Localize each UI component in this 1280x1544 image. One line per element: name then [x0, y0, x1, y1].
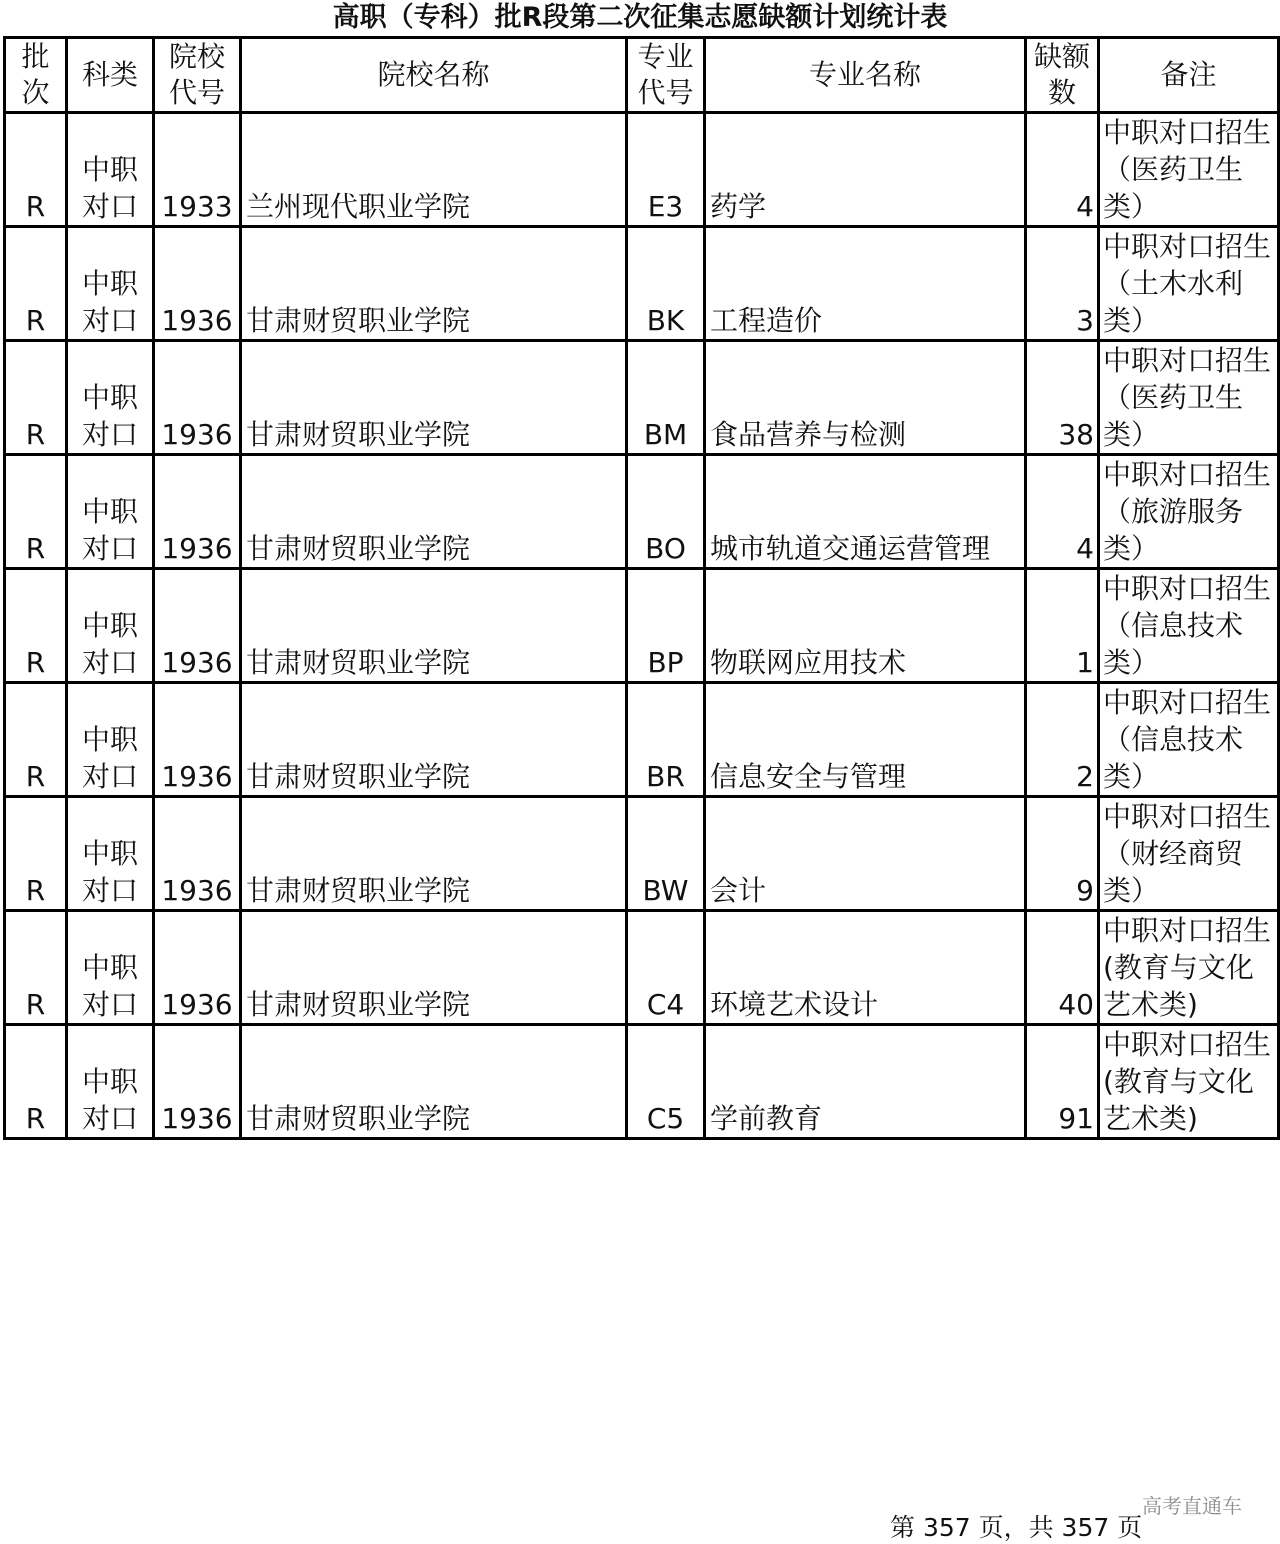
- cell-major-name: 食品营养与检测: [705, 341, 1026, 455]
- cell-batch: R: [5, 227, 67, 341]
- cell-major-code: BP: [627, 569, 705, 683]
- cell-note: 中职对口招生(教育与文化艺术类): [1099, 1025, 1279, 1139]
- header-school-code: 院校代号: [154, 38, 241, 113]
- cell-school-name: 兰州现代职业学院: [241, 113, 627, 227]
- cell-major-code: BM: [627, 341, 705, 455]
- cell-school-code: 1936: [154, 683, 241, 797]
- cell-major-name: 城市轨道交通运营管理: [705, 455, 1026, 569]
- cell-school-code: 1936: [154, 227, 241, 341]
- cell-category: 中职对口: [67, 797, 154, 911]
- header-category: 科类: [67, 38, 154, 113]
- header-school-name: 院校名称: [241, 38, 627, 113]
- cell-school-code: 1936: [154, 911, 241, 1025]
- cell-batch: R: [5, 569, 67, 683]
- cell-vacancy: 4: [1026, 113, 1099, 227]
- cell-major-name: 会计: [705, 797, 1026, 911]
- cell-batch: R: [5, 797, 67, 911]
- table-row: [5, 911, 1279, 1025]
- cell-major-name: 工程造价: [705, 227, 1026, 341]
- table-row: [5, 113, 1279, 227]
- cell-vacancy: 38: [1026, 341, 1099, 455]
- cell-batch: R: [5, 1025, 67, 1139]
- cell-note: 中职对口招生（信息技术类）: [1099, 569, 1279, 683]
- cell-school-code: 1936: [154, 797, 241, 911]
- cell-batch: R: [5, 911, 67, 1025]
- cell-major-name: 药学: [705, 113, 1026, 227]
- cell-school-code: 1936: [154, 569, 241, 683]
- cell-note: 中职对口招生（财经商贸类）: [1099, 797, 1279, 911]
- cell-batch: R: [5, 683, 67, 797]
- table-row: [5, 569, 1279, 683]
- header-major-code: 专业代号: [627, 38, 705, 113]
- cell-vacancy: 4: [1026, 455, 1099, 569]
- cell-school-code: 1936: [154, 1025, 241, 1139]
- header-vacancy: 缺额数: [1026, 38, 1099, 113]
- cell-major-code: E3: [627, 113, 705, 227]
- cell-major-code: BO: [627, 455, 705, 569]
- watermark: 高考直通车: [1142, 1494, 1242, 1518]
- cell-category: 中职对口: [67, 683, 154, 797]
- header-major-name: 专业名称: [705, 38, 1026, 113]
- cell-school-name: 甘肃财贸职业学院: [241, 455, 627, 569]
- cell-category: 中职对口: [67, 911, 154, 1025]
- cell-vacancy: 3: [1026, 227, 1099, 341]
- table-row: [5, 1025, 1279, 1139]
- cell-school-name: 甘肃财贸职业学院: [241, 227, 627, 341]
- header-batch: 批次: [5, 38, 67, 113]
- cell-vacancy: 1: [1026, 569, 1099, 683]
- cell-major-name: 环境艺术设计: [705, 911, 1026, 1025]
- cell-school-name: 甘肃财贸职业学院: [241, 1025, 627, 1139]
- cell-school-name: 甘肃财贸职业学院: [241, 797, 627, 911]
- table-row: [5, 341, 1279, 455]
- page-title: 高职（专科）批R段第二次征集志愿缺额计划统计表: [332, 2, 948, 33]
- cell-major-name: 信息安全与管理: [705, 683, 1026, 797]
- cell-category: 中职对口: [67, 569, 154, 683]
- cell-category: 中职对口: [67, 455, 154, 569]
- cell-category: 中职对口: [67, 113, 154, 227]
- table-row: [5, 797, 1279, 911]
- cell-school-name: 甘肃财贸职业学院: [241, 569, 627, 683]
- cell-category: 中职对口: [67, 1025, 154, 1139]
- header-row: [5, 38, 1279, 113]
- cell-major-code: BR: [627, 683, 705, 797]
- cell-school-name: 甘肃财贸职业学院: [241, 341, 627, 455]
- table-row: [5, 683, 1279, 797]
- cell-school-name: 甘肃财贸职业学院: [241, 911, 627, 1025]
- table-row: [5, 227, 1279, 341]
- cell-major-name: 学前教育: [705, 1025, 1026, 1139]
- cell-school-code: 1936: [154, 341, 241, 455]
- cell-school-code: 1936: [154, 455, 241, 569]
- page-number: 第 357 页，共 357 页: [890, 1513, 1143, 1542]
- cell-vacancy: 2: [1026, 683, 1099, 797]
- cell-major-code: C4: [627, 911, 705, 1025]
- table-row: [5, 455, 1279, 569]
- cell-batch: R: [5, 341, 67, 455]
- cell-category: 中职对口: [67, 227, 154, 341]
- cell-major-code: C5: [627, 1025, 705, 1139]
- cell-school-name: 甘肃财贸职业学院: [241, 683, 627, 797]
- header-note: 备注: [1099, 38, 1279, 113]
- cell-category: 中职对口: [67, 341, 154, 455]
- cell-note: 中职对口招生（土木水利类）: [1099, 227, 1279, 341]
- cell-vacancy: 40: [1026, 911, 1099, 1025]
- cell-note: 中职对口招生(教育与文化艺术类): [1099, 911, 1279, 1025]
- cell-vacancy: 91: [1026, 1025, 1099, 1139]
- vacancy-table: [3, 36, 1280, 1140]
- cell-school-code: 1933: [154, 113, 241, 227]
- cell-note: 中职对口招生（旅游服务类）: [1099, 455, 1279, 569]
- cell-note: 中职对口招生（医药卫生类）: [1099, 341, 1279, 455]
- cell-batch: R: [5, 113, 67, 227]
- cell-vacancy: 9: [1026, 797, 1099, 911]
- cell-note: 中职对口招生（信息技术类）: [1099, 683, 1279, 797]
- cell-major-code: BW: [627, 797, 705, 911]
- cell-batch: R: [5, 455, 67, 569]
- cell-major-name: 物联网应用技术: [705, 569, 1026, 683]
- cell-note: 中职对口招生（医药卫生类）: [1099, 113, 1279, 227]
- cell-major-code: BK: [627, 227, 705, 341]
